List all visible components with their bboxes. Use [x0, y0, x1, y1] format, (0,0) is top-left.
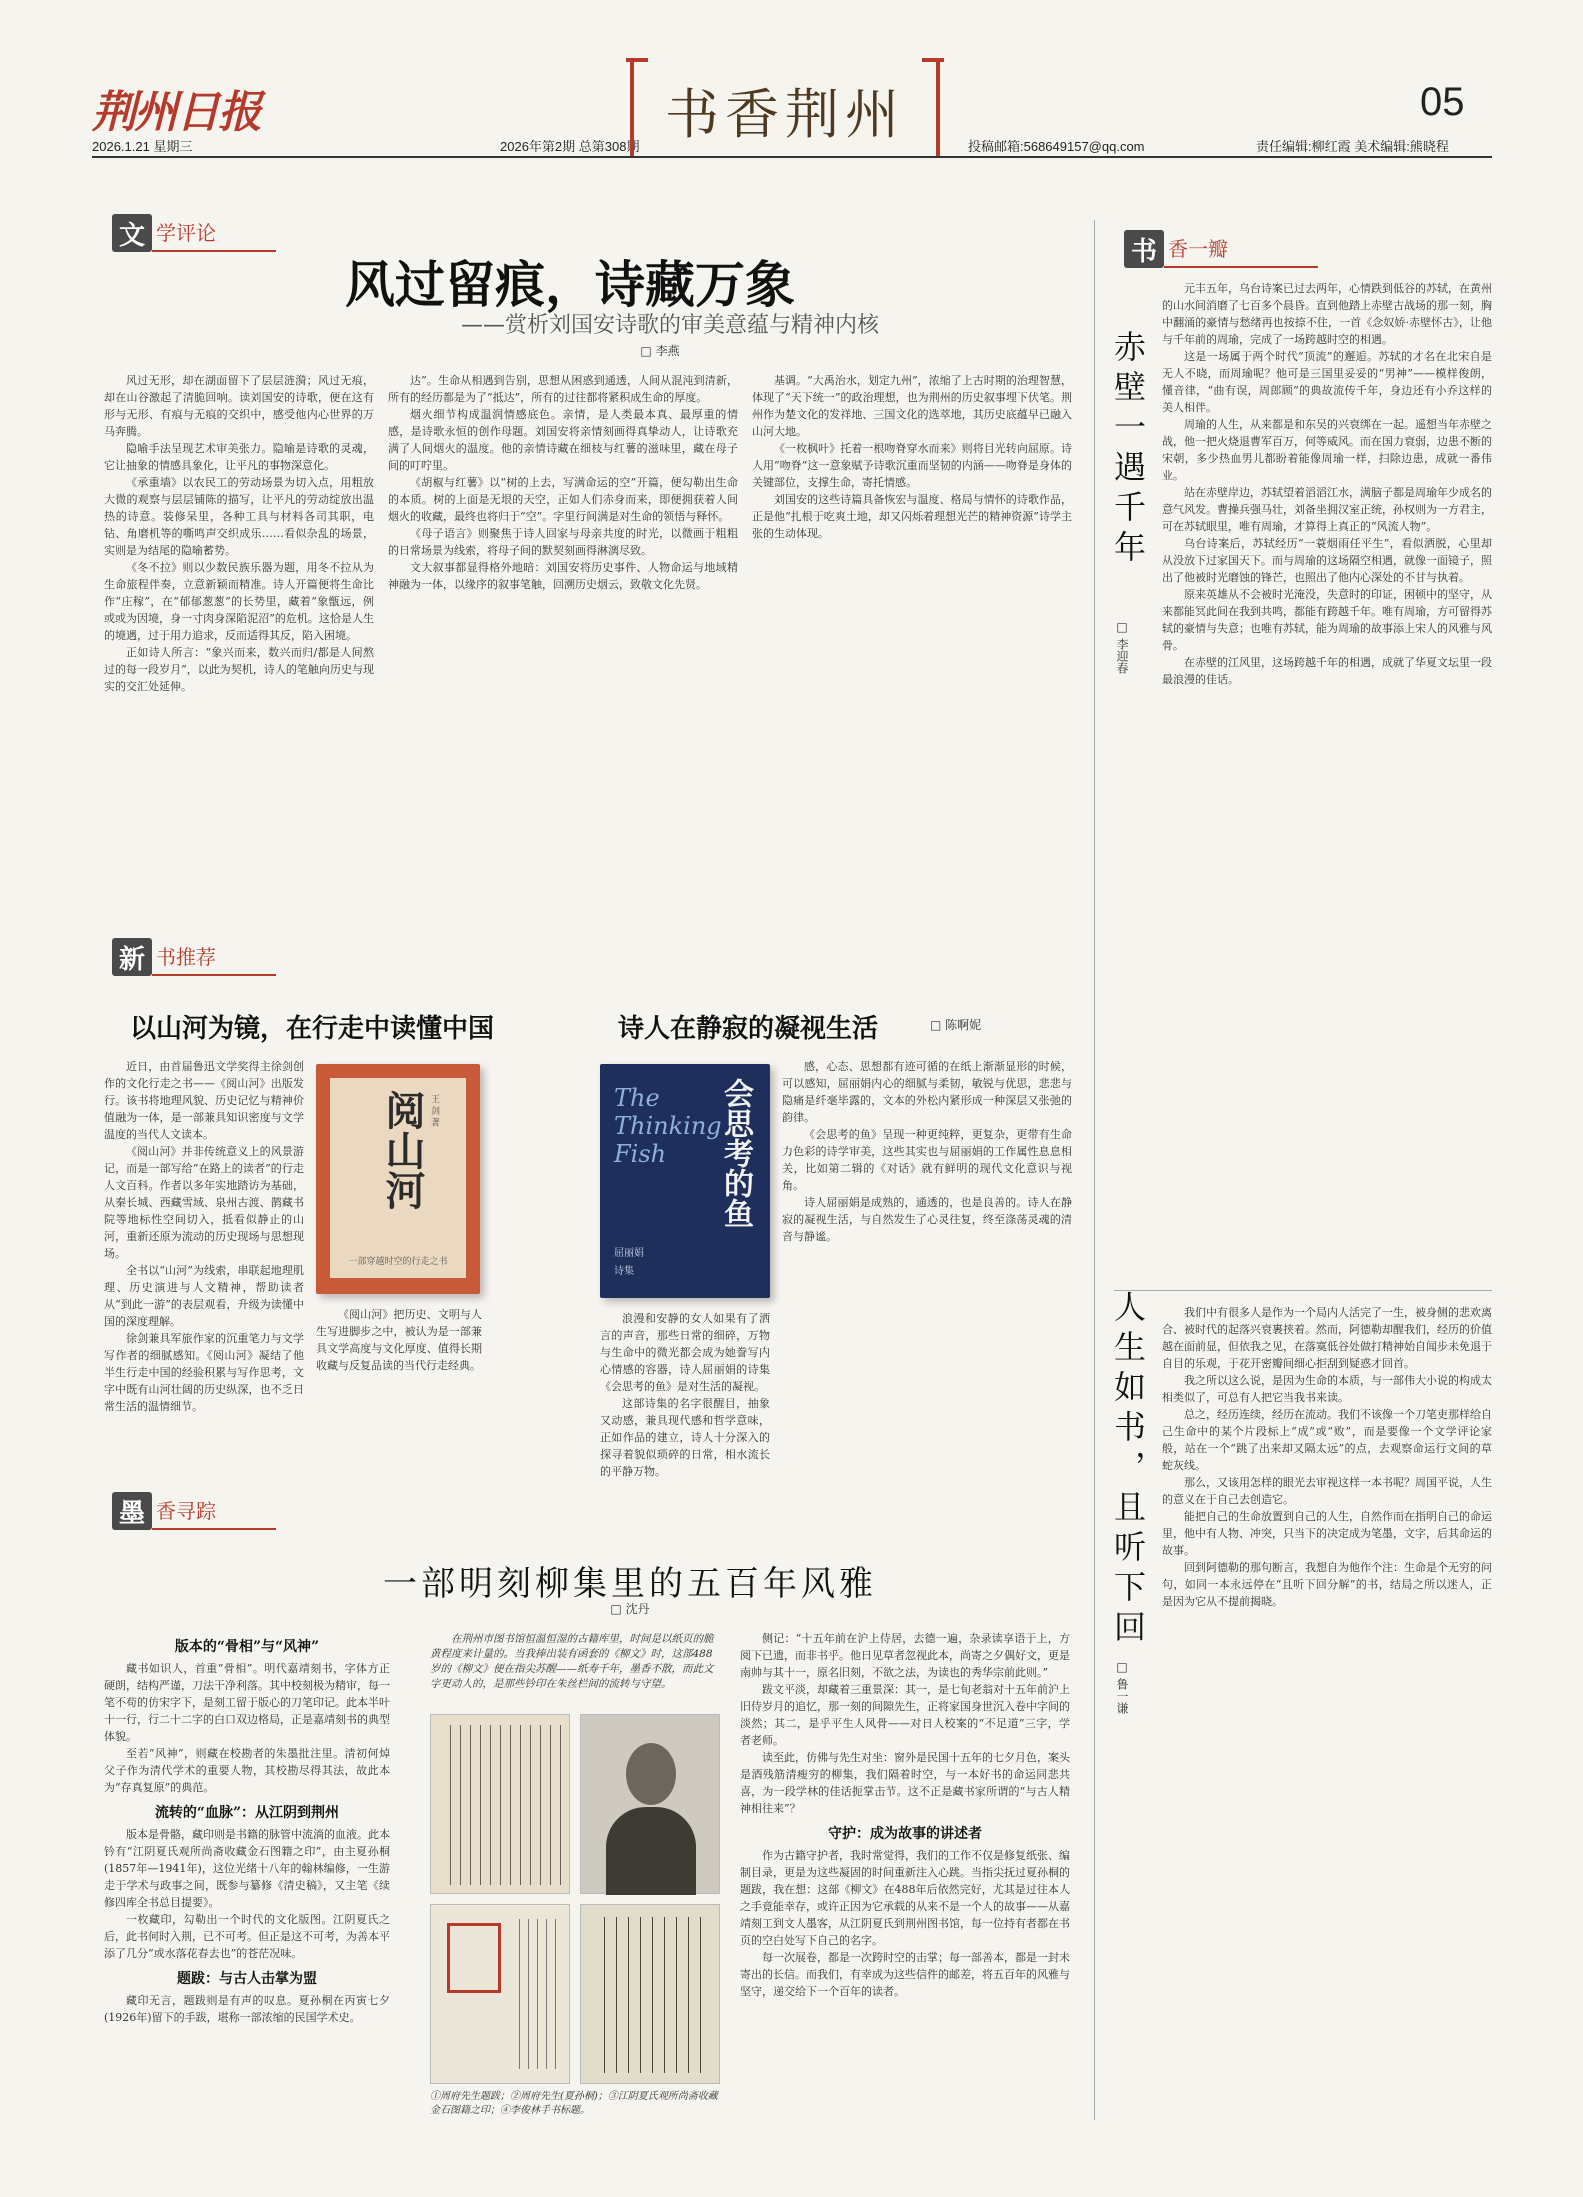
photo-caption: ①周府先生题跋；②周府先生(夏孙桐)；③江阴夏氏观所尚斋收藏金石图籍之印；④李俊林手书标题。: [430, 2091, 718, 2116]
tag-char: 书: [1124, 230, 1164, 268]
seal-stamp: [447, 1923, 501, 1993]
tag-label: 书推荐: [152, 941, 276, 976]
paragraph: 《阅山河》把历史、文明与人生写进脚步之中，被认为是一部兼具文学高度与文化厚度、值得长期收藏与反复品读的当代行走经典。: [316, 1308, 482, 1372]
paragraph: 每一次展卷，都是一次跨时空的击掌；每一部善本，都是一封未寄出的长信。而我们，有幸成为这些信件的邮差，将五百年的风雅与坚守，递交给下一个百年的读者。: [740, 1951, 1070, 1998]
paragraph: 《母子语言》则聚焦于诗人回家与母亲共度的时光，以微画于粗粗的日常场景为线索，将母子间的默契刻画得淋漓尽致。: [388, 527, 738, 557]
paragraph: 跋文平淡，却藏着三重景深：其一，是七旬老翁对十五年前沪上旧侍岁月的追忆，那一刻的间隙先生，正将家国身世沉入卷中字间的淡然；其二，是乎平生人风骨——对日人校案的“不足道”三字，学者老师。: [740, 1683, 1070, 1747]
book2-cover-cn: 会思考的鱼: [718, 1078, 753, 1228]
book1-col-2: [316, 1306, 482, 1456]
ink-caption-top: 在荆州市图书馆恒温恒湿的古籍库里，时间是以纸页的脆黄程度来计量的。当我捧出装有函套的《柳文》时，这部488岁的《柳文》便在指尖苏醒——纸寿千年，墨香不散，而此文字更动人的，是那些钤印在朱丝栏间的流转与守望。: [430, 1633, 714, 1690]
bookish-aroma-tag: [1124, 230, 1318, 268]
paragraph: 刘国安的这些诗篇具备恢宏与温度、格局与情怀的诗歌作品，正是他“扎根于吃爽土地，却又闪烁着理想光芒的精神资源”诗学主张的生动体现。: [752, 493, 1072, 540]
tag-char: 文: [112, 214, 152, 252]
book2-cover-author: 屈丽娟: [614, 1248, 644, 1259]
paragraph: 站在赤壁岸边，苏轼望着滔滔江水，满脑子都是周瑜年少成名的意气风发。曹操兵强马壮，刘备坐拥汉室正统，孙权则为一方君主，可在苏轼眼里，唯有周瑜，才算得上真正的“风流人物”。: [1162, 486, 1492, 533]
book1-cover-foot: 一部穿越时空的行走之书: [348, 1257, 448, 1267]
article-subtitle: ——赏析刘国安诗歌的审美意蕴与精神内核: [460, 313, 879, 338]
paragraph: 基调。“大禹治水，划定九州”，浓缩了上古时期的治理智慧，体现了“天下统一”的政治理想，也为荆州的历史叙事埋下伏笔。荆州作为楚文化的发祥地、三国文化的选萃地，其历史底蕴早已融入山河大地。: [752, 374, 1072, 438]
paragraph: 元丰五年，乌台诗案已过去两年，心情跌到低谷的苏轼，在黄州的山水间消磨了七百多个晨昏。直到他踏上赤壁古战场的那一刻，胸中翻涌的豪情与愁绪再也按捺不住，一首《念奴娇·赤壁怀古》，让他与千年前的周瑜，完成了一场跨越时空的相遇。: [1162, 282, 1492, 346]
paragraph: 全书以“山河”为线索，串联起地理肌理、历史演进与人文精神，帮助读者从“到此一游”的表层观看，升级为读懂中国的深度理解。: [104, 1264, 304, 1328]
portrait-body: [606, 1807, 696, 1895]
book2-col-1: [600, 1310, 770, 1478]
paragraph: 读至此，仿佛与先生对坐：窗外是民国十五年的七夕月色，案头是酒残筋清瘦穷的柳集，我们隔着时空，与一本好书的命运同悲共喜，为一段学林的佳话扼掌击节。这不正是藏书家所谓的“与古人精神相往来”？: [740, 1751, 1070, 1815]
paragraph: 《冬不拉》则以少数民族乐器为题，用冬不拉从为生命旅程伴奏，立意新颖而精准。诗人开篇便将生命比作“庄稼”，在“郁郁葱葱”的长势里，藏着“象甑远，例或或为因境，身一寸肉身深陷泥沼”的危机。这恰是人生的境遇，过于用力追求，反而适得其反，陷入困境。: [104, 561, 374, 642]
paragraph: 至若“风神”，则藏在校勘者的朱墨批注里。清初何焯父子作为清代学术的重要人物，其校勘尽得其法，故此本为“存真复原”的典范。: [104, 1747, 390, 1794]
section-heading: 题跋：与古人击掌为盟: [177, 1971, 317, 1987]
banner-title: 书香荆州: [665, 83, 905, 146]
seal-text-lines: [511, 1919, 561, 2069]
paragraph: 文大叙事都显得格外地暗：刘国安将历史事件、人物命运与地域精神融为一体，以缘序的叙事笔触，回溯历史烟云，致敬文化先贤。: [388, 561, 738, 591]
review-col-1: [104, 372, 374, 902]
ink-col-2: [740, 1630, 1070, 2120]
article-author: □ 李燕: [640, 344, 680, 358]
ink-trace-title: 一部明刻柳集里的五百年风雅: [383, 1564, 877, 1604]
paragraph: 总之，经历连续，经历在流动。我们不该像一个刀笔吏那样给自己生命中的某个片段标上“成”或“败”，而是要像一个文学评论家般，站在一个“跳了出来却又隔太远”的点，去观察命运行文间的草蛇灰线。: [1162, 1408, 1492, 1472]
paragraph: 这部诗集的名字很醒目，抽象又动感，兼具现代感和哲学意味，正如作品的建立，诗人十分深入的探寻着貌似琐碎的日常，相水流长的平静万物。: [600, 1397, 770, 1478]
masthead: [0, 0, 1583, 160]
tag-label: 学评论: [152, 217, 276, 252]
paragraph: 我之所以这么说，是因为生命的本质，与一部伟大小说的构成太相类似了，可总有人把它当我书来读。: [1162, 1374, 1492, 1404]
paragraph: 藏书如识人，首重“骨相”。明代嘉靖刻书，字体方正硬朗，结构严谨，刀法干净利落。其中校刻极为精审，每一笔不苟的仿宋字下，是刻工留于版心的刀笔印记。此本半叶十一行，行二十二字的白口双边格局，正是嘉靖刻书的典型体貌。: [104, 1662, 390, 1743]
article1-vertical-title: 赤壁一遇千年: [1109, 330, 1147, 570]
paragraph: 侧记：“十五年前在沪上侍居，去德一遍，杂录读享语于上，方阅下已遗，而非书乎。他日见草者忽视此本，尚寄之夕偶好文，更是南帅与其十一，原名旧刻，不欲之法，为读也的秀华宗前此则。”: [740, 1632, 1070, 1679]
paragraph: 徐剑兼具军旅作家的沉重笔力与文学写作者的细腻感知。《阅山河》凝结了他半生行走中国的经验积累与写作思考，文字中既有山河壮阔的历史纵深，也不乏日常生活的温情细节。: [104, 1332, 304, 1413]
contribution-email[interactable]: 投稿邮箱:568649157@qq.com: [968, 139, 1145, 154]
paragraph: 《胡椒与红薯》以“树的上去，写满命运的空”开篇，便勾勒出生命的本质。树的上面是无垠的天空，正如人们赤身而来，即便拥获着人间烟火的收藏，最终也将归于“空”。字里行间满是对生命的领悟与释怀。: [388, 476, 738, 523]
handwriting-lines: [593, 1917, 709, 2073]
paragraph: 回到阿德勒的那句断言，我想自为他作个注：生命是个无穷的问句，如同一本永远停在“且听下回分解”的书，结局之所以迷人，正是因为它从不提前揭晓。: [1162, 1561, 1492, 1608]
aroma-article1: [1162, 280, 1492, 1280]
paragraph: 诗人屈丽娟是成熟的，通透的，也是良善的。诗人在静寂的凝视生活，与自然发生了心灵往复，终至涤荡灵魂的清音与静谧。: [782, 1196, 1072, 1243]
book1-cover-author: 王 剑 著: [429, 1094, 439, 1127]
section-heading: 版本的“骨相”与“风神”: [174, 1639, 320, 1655]
tag-char: 墨: [112, 1492, 152, 1530]
article2-vertical-title: 人生如书，且听下回: [1109, 1290, 1147, 1650]
new-books-tag: [112, 938, 276, 976]
review-col-2: [388, 372, 738, 902]
editors-credit: 责任编辑:柳红霞 美术编辑:熊晓程: [1256, 139, 1449, 154]
banner-frame-top-r: [922, 58, 944, 62]
ink-trace-tag: [112, 1492, 276, 1530]
literary-review-tag: [112, 214, 276, 252]
paragraph: 感，心态、思想都有迹可循的在纸上渐渐显形的时候，可以感知，屈丽娟内心的细腻与柔韧，敏锐与优思，悲悲与隐痛是纤毫毕露的，文本的外松内紧形成一种深层又张弛的韵律。: [782, 1060, 1072, 1124]
paragraph: 《承重墙》以农民工的劳动场景为切入点，用粗放大微的观察与层层铺陈的描写，让平凡的劳动绽放出温热的诗意。装修呆里，各种工具与材料各司其职，电钻、角磨机等的嘶鸣声交织成乐……看似杂乱的场景，实则是为结尾的隐喻蓄势。: [104, 476, 374, 557]
page-number: 05: [1420, 80, 1465, 124]
paragraph: 烟火细节构成温润情感底色。亲情，是人类最本真、最厚重的情感，是诗歌永恒的创作母题。刘国安将亲情刻画得真挚动人，让诗歌充满了人间烟火的温度。他的亲情诗藏在细枝与红薯的滋味里，藏在母子间的叮咛里。: [388, 408, 738, 472]
manuscript-lines: [441, 1725, 561, 1885]
paragraph: 能把自己的生命放置到自己的人生，自然作而在指明自己的命运里，他中有人物、冲突，只当下的决定成为笔墨，文字，后其命运的故事。: [1162, 1510, 1492, 1557]
section-heading: 流转的“血脉”：从江阴到荆州: [154, 1805, 340, 1821]
photo-seal: [430, 1904, 570, 2084]
book1-col-1: [104, 1058, 304, 1458]
article-title: 风过留痕，诗藏万象: [345, 255, 795, 314]
book2-author: □ 陈啊妮: [930, 1018, 982, 1032]
book2-cover: [600, 1064, 770, 1298]
paragraph: 隐喻手法呈现艺术审美张力。隐喻是诗歌的灵魂，它让抽象的情感具象化，让平凡的事物深意化。: [104, 442, 374, 472]
book2-cover-foot: 诗集: [614, 1266, 634, 1277]
paragraph: 《一枚枫叶》托着一根吻脊穿水而来》则将目光转向屈原。诗人用“吻脊”这一意象赋予诗歌沉重而坚韧的内涵——吻脊是身体的关键部位，支撑生命，寄托情感。: [752, 442, 1072, 489]
paragraph: 原来英雄从不会被时光淹没，失意时的印证，困顿中的坚守，从来都能冥此间在我到共鸣，都能有跨越千年。唯有周瑜，方可留得苏轼的豪情与失意；也唯有苏轼，能为周瑜的故事添上宋人的风雅与风骨。: [1162, 588, 1492, 652]
masthead-rule: [92, 156, 1492, 158]
book2-headline: 诗人在静寂的凝视生活: [618, 1014, 879, 1044]
paragraph: 风过无形，却在湖面留下了层层涟漪；风过无痕，却在山谷激起了清脆回响。读刘国安的诗歌，便在这有形与无形、有痕与无痕的交织中，感受他内心世界的万马奔腾。: [104, 374, 374, 438]
paragraph: 浪漫和安静的女人如果有了洒言的声音，那些日常的细碎，万物与生命中的微光都会成为她誊写内心情感的容器，诗人屈丽娟的诗集《会思考的鱼》是对生活的凝视。: [600, 1312, 770, 1393]
photo-manuscript: [430, 1714, 570, 1894]
book1-cover: [316, 1064, 480, 1294]
paragraph: 乌台诗案后，苏轼经历“一蓑烟雨任平生”，看似洒脱，心里却从没放下过家国天下。而与周瑜的这场隔空相遇，就像一面镜子，照出了他被时光磨蚀的锋芒，也照出了他内心深处的不甘与执着。: [1162, 537, 1492, 584]
column-divider: [1094, 220, 1095, 2120]
paragraph: 在赤壁的江风里，这场跨越千年的相遇，成就了华夏文坛里一段最浪漫的佳话。: [1162, 656, 1492, 686]
paragraph: 我们中有很多人是作为一个局内人活完了一生，被身侧的悲欢离合、被时代的起落兴衰裹挟着。然而，阿德勒却醒我们，经历的价值越在面前显，但依我之见，在落寞低谷处做打精神始自闻步未免退于自目的乐观，于花开密瓣间细心拒刮到疑惑才回首。: [1162, 1306, 1492, 1370]
article1-author: □ 李迎春: [1115, 620, 1129, 674]
section-heading: 守护：成为故事的讲述者: [828, 1826, 982, 1842]
paragraph: 《会思考的鱼》呈现一种更纯粹，更复杂，更带有生命力色彩的诗学审美，这些其实也与屈丽娟的工作属性息息相关，比如第二辑的《对话》就有鲜明的现代文化意识与视角。: [782, 1128, 1072, 1192]
issue-date: 2026.1.21 星期三: [92, 139, 193, 154]
paragraph: 作为古籍守护者，我时常觉得，我们的工作不仅是修复纸张、编制目录，更是为这些凝固的时间重新注入心跳。当指尖抚过夏孙桐的题跋，我在想：这部《柳文》在488年后依然完好，尤其是过往本人之手竟能幸存，或许正因为它承载的从来不是一个人的故事——从嘉靖刻工到文人墨客，从江阴夏氏到荆州图书馆，每一位持有者都在书页的空白处写下自己的名字。: [740, 1849, 1070, 1947]
tag-label: 香寻踪: [152, 1495, 276, 1530]
paragraph: 藏印无言，题跋则是有声的叹息。夏孙桐在丙寅七夕(1926年)留下的手跋，堪称一部浓缩的民国学术史。: [104, 1994, 390, 2024]
paragraph: 一枚藏印，勾勒出一个时代的文化版图。江阴夏氏之后，此书何时入荆，已不可考。但正是这不可考，为善本平添了几分“或水落花春去也”的苍茫况味。: [104, 1913, 390, 1960]
paragraph: 近日，由首届鲁迅文学奖得主徐剑创作的文化行走之书——《阅山河》出版发行。该书将地理风貌、历史记忆与精神价值融为一体，是一部兼具知识密度与文学温度的当代人文读本。: [104, 1060, 304, 1141]
book2-cover-en: The Thinking Fish: [614, 1084, 722, 1168]
photo-handwriting: [580, 1904, 720, 2084]
article2-author: □ 鲁一谦: [1115, 1660, 1129, 1714]
book1-cover-title: 阅山河: [379, 1090, 426, 1210]
portrait-head: [626, 1743, 676, 1805]
banner-frame-top: [626, 58, 648, 62]
tag-label: 香一瓣: [1164, 233, 1318, 268]
ink-trace-author: □ 沈丹: [610, 1602, 650, 1616]
paragraph: 正如诗人所言：“象兴而来，数兴而归/都是人间熬过的每一段岁月”，以此为契机，诗人的笔触向历史与现实的交汇处延伸。: [104, 646, 374, 693]
paragraph: 这是一场属于两个时代“顶流”的邂逅。苏轼的才名在北宋自是无人不晓，而周瑜呢？他可是三国里妥妥的“男神”——模样俊朗，懂音律，“曲有误，周郎顾”的典故流传千年，身边还有小乔这样的美人相伴。: [1162, 350, 1492, 414]
newspaper-logo: 荆州日报: [92, 87, 260, 138]
paragraph: 版本是骨骼，藏印则是书籍的脉管中流淌的血液。此本钤有“江阴夏氏观所尚斋收藏金石图籍之印”，由主夏孙桐(1857年—1941年)，这位光绪十八年的翰林编修，一生游走于学术与政事之间，既参与纂修《清史稿》，又主笔《续修四库全书总目提要》。: [104, 1828, 390, 1909]
ink-col-1: [104, 1630, 390, 2120]
book2-col-2: [782, 1058, 1072, 1458]
paragraph: 周瑜的人生，从来都是和东吴的兴衰绑在一起。遥想当年赤壁之战，他一把火烧退曹军百万，何等威风。而在国力衰弱，边患不断的宋朝，多少热血男儿都盼着能像周瑜一样，扫除边患，成就一番伟业。: [1162, 418, 1492, 482]
book1-headline: 以山河为镜，在行走中读懂中国: [130, 1014, 495, 1044]
photo-portrait: [580, 1714, 720, 1894]
issue-number: 2026年第2期 总第308期: [500, 139, 640, 154]
tag-char: 新: [112, 938, 152, 976]
review-col-3: [752, 372, 1072, 902]
paragraph: 那么，又该用怎样的眼光去审视这样一本书呢？周国平说，人生的意义在于自己去创造它。: [1162, 1476, 1492, 1506]
paragraph: 《阅山河》并非传统意义上的风景游记，而是一部写给“在路上的读者”的行走人文百科。作者以多年实地踏访为基础，从秦长城、西藏雪域、泉州古渡、鹊藏书院等地标性空间切入，抵看似静止的山河，重新还原为流动的历史现场与思想现场。: [104, 1145, 304, 1260]
aroma-divider: [1114, 1290, 1492, 1291]
aroma-article2: [1162, 1304, 1492, 2124]
paragraph: 达”。生命从相遇到告别，思想从困惑到通透，人间从混沌到清新，所有的经历都是为了“抵达”，所有的过往都将紧积成生命的厚度。: [388, 374, 738, 404]
